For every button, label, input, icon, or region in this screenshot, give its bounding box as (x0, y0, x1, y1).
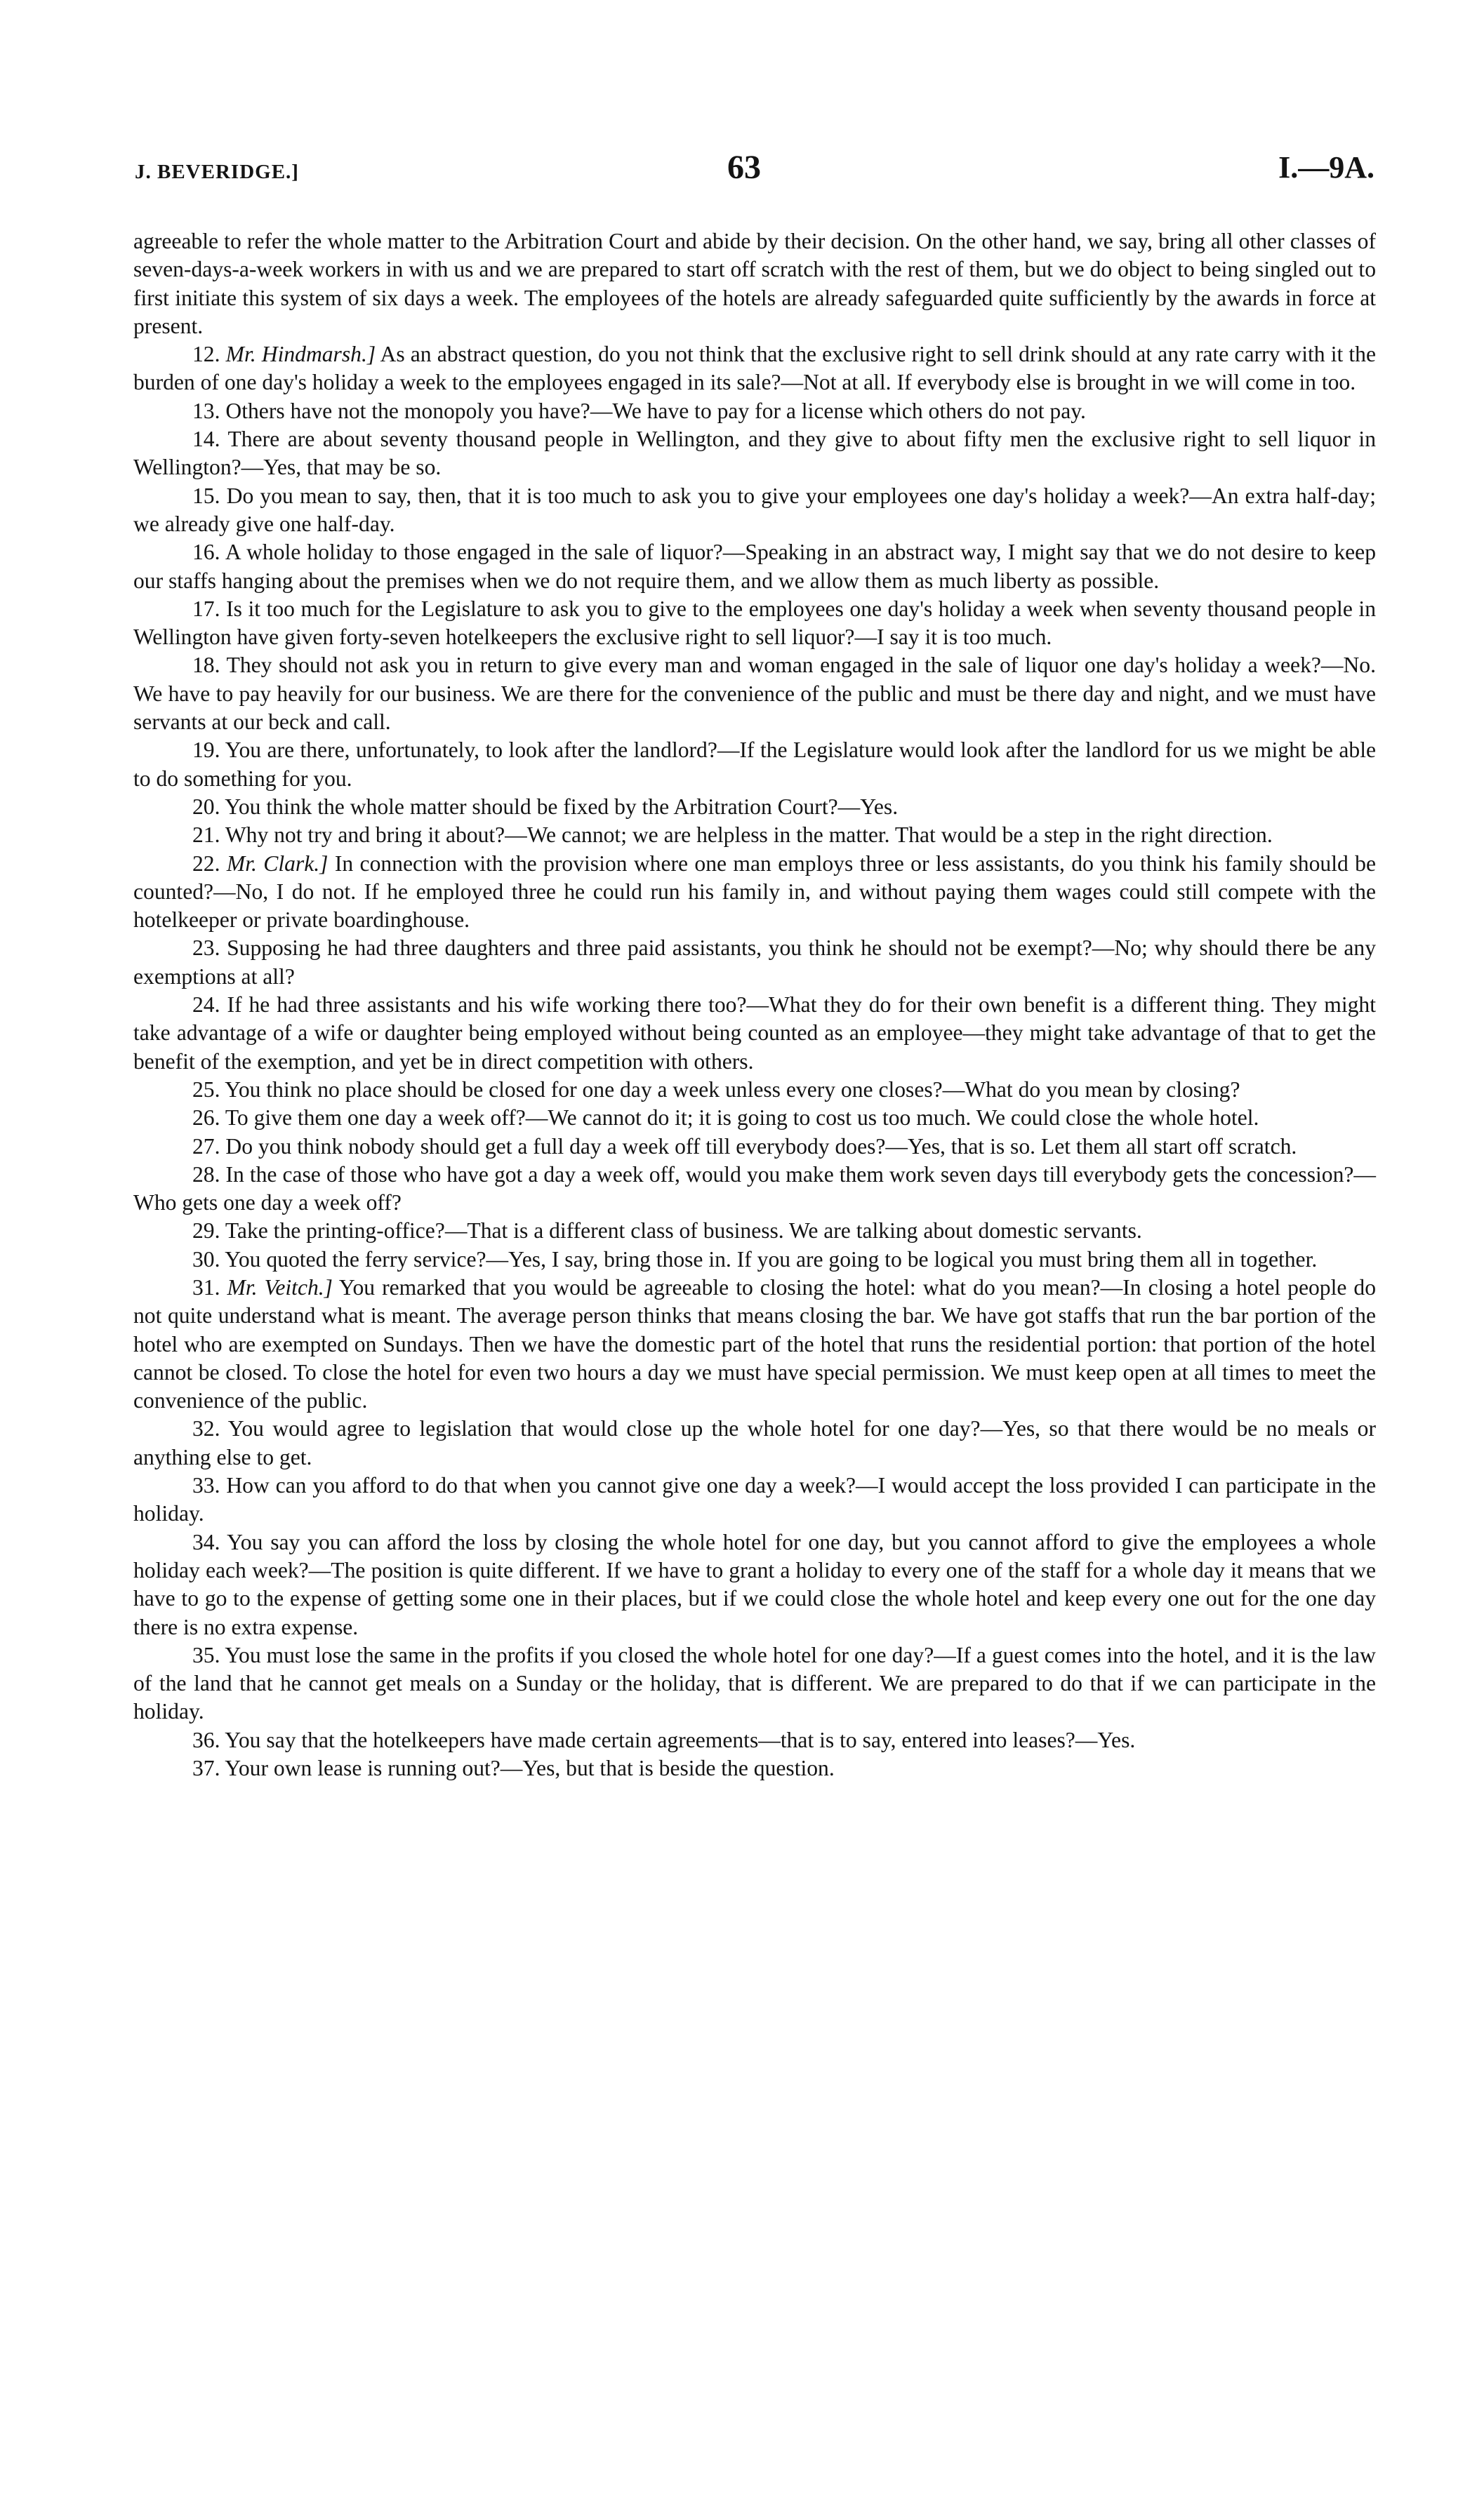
page-header (133, 144, 1376, 193)
document-reference: I.—9A. (1278, 150, 1374, 185)
question-number: 20. (192, 794, 220, 819)
question-number: 30. (192, 1246, 220, 1272)
paragraph-text: Why not try and bring it about?—We cannot; we are helpless in the matter. That would be a step in the right direction. (225, 822, 1273, 848)
paragraph-text: A whole holiday to those engaged in the sale of liquor?—Speaking in an abstract way, I might say that we do not desire to keep our staffs hanging about the premises when we do not require them, and we allow them as much liberty as possible. (133, 540, 1376, 593)
question-number: 32. (192, 1416, 220, 1441)
paragraph-16 (133, 538, 1376, 595)
question-number: 36. (192, 1727, 220, 1752)
question-number: 35. (192, 1642, 220, 1667)
header-witness-name: J. BEVERIDGE.] (135, 161, 299, 183)
paragraph-text: There are about seventy thousand people in Wellington, and they give to about fifty men the exclusive right to sell liquor in Wellington?—Yes, that may be so. (133, 427, 1377, 480)
paragraph-20 (133, 793, 1376, 821)
paragraph-13 (133, 397, 1376, 425)
paragraph-35 (133, 1641, 1376, 1726)
paragraph-33 (133, 1472, 1376, 1528)
paragraph-25 (133, 1076, 1376, 1104)
question-number: 31. (192, 1274, 220, 1300)
question-number: 33. (192, 1473, 220, 1498)
question-number: 13. (192, 398, 220, 423)
paragraph-15 (133, 482, 1376, 539)
paragraph-34 (133, 1528, 1376, 1641)
paragraph-text: Do you mean to say, then, that it is too much to ask you to give your employees one day's holiday a week?—An extra half-day; we already give one half-day. (133, 483, 1376, 536)
question-number: 16. (192, 540, 220, 565)
paragraph-29 (133, 1217, 1376, 1245)
paragraph-17 (133, 595, 1376, 652)
paragraph-31 (133, 1274, 1376, 1415)
question-number: 26. (192, 1105, 220, 1131)
question-number: 12. (192, 342, 220, 367)
question-number: 22. (192, 851, 220, 876)
paragraph-text: You remarked that you would be agreeable to closing the hotel: what do you mean?—In closing a hotel people do not quite understand what is meant. The average person thinks that means closing the bar. We have got staffs that run the bar portion of the hotel who are exempted on Sundays. Then we have the domestic part of the hotel that runs the residential portion: that portion of the hotel cannot be closed. To close the hotel for even two hours a day we must have special permission. We must keep open at all times to meet the convenience of the public. (133, 1274, 1377, 1413)
question-number: 37. (192, 1756, 220, 1781)
paragraph-37 (133, 1754, 1376, 1782)
question-number: 24. (192, 992, 220, 1018)
paragraph-text: In the case of those who have got a day a week off, would you make them work seven days till everybody gets the concession?—Who gets one day a week off? (133, 1161, 1376, 1215)
paragraph-text: To give them one day a week off?—We cannot do it; it is going to cost us too much. We could close the whole hotel. (225, 1105, 1259, 1131)
document-page (133, 0, 1376, 2520)
paragraph-32 (133, 1415, 1376, 1472)
paragraph-22 (133, 850, 1376, 935)
paragraph-text: Your own lease is running out?—Yes, but that is beside the question. (225, 1756, 835, 1781)
paragraph-26 (133, 1104, 1376, 1132)
paragraph-continuation (133, 227, 1376, 340)
paragraph-text: agreeable to refer the whole matter to the Arbitration Court and abide by their decision. On the other hand, we say, bring all other classes of seven-days-a-week workers in with us and we are prepared to start off scratch with the rest of them, but we do object to being singled out to first initiate this system of six days a week. The employees of the hotels are already safeguarded quite sufficiently by the awards in force at present. (133, 229, 1376, 338)
question-number: 23. (192, 935, 220, 961)
paragraph-text: They should not ask you in return to give every man and woman engaged in the sale of liquor one day's holiday a week?—No. We have to pay heavily for our business. We are there for the convenience of the public and must be there day and night, and we must have servants at our beck and call. (133, 653, 1377, 735)
paragraph-text: You say that the hotelkeepers have made certain agreements—that is to say, entered into leases?—Yes. (225, 1727, 1136, 1752)
paragraph-28 (133, 1161, 1376, 1218)
speaker-name: Mr. Clark.] (226, 851, 329, 876)
paragraph-24 (133, 991, 1376, 1076)
paragraph-text: How can you afford to do that when you cannot give one day a week?—I would accept the loss provided I can participate in the holiday. (133, 1473, 1376, 1526)
paragraph-12 (133, 340, 1376, 397)
paragraph-text: Supposing he had three daughters and three paid assistants, you think he should not be exempt?—No; why should there be any exemptions at all? (133, 935, 1376, 989)
paragraph-text: In connection with the provision where one man employs three or less assistants, do you think his family should be counted?—No, I do not. If he employed three he could run his family in, and without paying them wages could still compete with the hotelkeeper or private boardinghouse. (133, 851, 1376, 933)
question-number: 14. (192, 427, 220, 452)
speaker-name: Mr. Veitch.] (227, 1274, 333, 1300)
question-number: 29. (192, 1218, 220, 1244)
question-number: 19. (192, 738, 220, 763)
paragraph-text: If he had three assistants and his wife working there too?—What they do for their own benefit is a different thing. They might take advantage of a wife or daughter being employed without being counted as an employee—they might take advantage of that to get the benefit of the exemption, and yet be in direct competition with others. (133, 992, 1376, 1074)
question-number: 17. (192, 596, 220, 621)
question-number: 28. (192, 1161, 220, 1187)
paragraph-14 (133, 425, 1376, 482)
paragraph-27 (133, 1133, 1376, 1161)
paragraph-text: As an abstract question, do you not think that the exclusive right to sell drink should at any rate carry with it the burden of one day's holiday a week to the employees engaged in its sale?—Not at all. If everybody else is brought in we will come in too. (133, 342, 1376, 395)
paragraph-text: You think the whole matter should be fixed by the Arbitration Court?—Yes. (225, 794, 899, 819)
question-number: 25. (192, 1076, 220, 1102)
question-number: 18. (192, 653, 220, 678)
speaker-name: Mr. Hindmarsh.] (225, 342, 376, 367)
paragraph-text: You quoted the ferry service?—Yes, I say, bring those in. If you are going to be logical you must bring them all in together. (225, 1246, 1318, 1272)
paragraph-30 (133, 1246, 1376, 1274)
testimony-body (133, 227, 1376, 1782)
paragraph-19 (133, 736, 1376, 793)
question-number: 21. (192, 822, 220, 848)
paragraph-text: Do you think nobody should get a full day a week off till everybody does?—Yes, that is so. Let them all start off scratch. (225, 1133, 1297, 1159)
page-number: 63 (727, 149, 761, 186)
paragraph-text: Others have not the monopoly you have?—We have to pay for a license which others do not pay. (225, 398, 1086, 423)
paragraph-text: You are there, unfortunately, to look after the landlord?—If the Legislature would look after the landlord for us we might be able to do something for you. (133, 738, 1376, 791)
paragraph-text: You say you can afford the loss by closing the whole hotel for one day, but you cannot afford to give the employees a whole holiday each week?—The position is quite different. If we have to grant a holiday to every one of the staff for a whole day it means that we have to go to the expense of getting some one in their places, but if we could close the whole hotel and keep every one out for the one day there is no extra expense. (133, 1529, 1376, 1639)
paragraph-text: You must lose the same in the profits if you closed the whole hotel for one day?—If a guest comes into the hotel, and it is the law of the land that he cannot get meals on a Sunday or the holiday, that is different. We are prepared to do that if we can participate in the holiday. (133, 1642, 1376, 1724)
paragraph-36 (133, 1726, 1376, 1754)
paragraph-text: You think no place should be closed for one day a week unless every one closes?—What do you mean by closing? (225, 1076, 1240, 1102)
question-number: 34. (192, 1529, 220, 1554)
paragraph-23 (133, 934, 1376, 991)
paragraph-18 (133, 651, 1376, 736)
paragraph-text: Is it too much for the Legislature to ask you to give to the employees one day's holiday a week when seventy thousand people in Wellington have given forty-seven hotelkeepers the exclusive right to sell liquor?—I say it is too much. (133, 596, 1376, 650)
paragraph-21 (133, 821, 1376, 849)
question-number: 27. (192, 1133, 220, 1159)
paragraph-text: You would agree to legislation that would close up the whole hotel for one day?—Yes, so that there would be no meals or anything else to get. (133, 1416, 1376, 1469)
question-number: 15. (192, 483, 220, 508)
paragraph-text: Take the printing-office?—That is a different class of business. We are talking about domestic servants. (225, 1218, 1142, 1244)
